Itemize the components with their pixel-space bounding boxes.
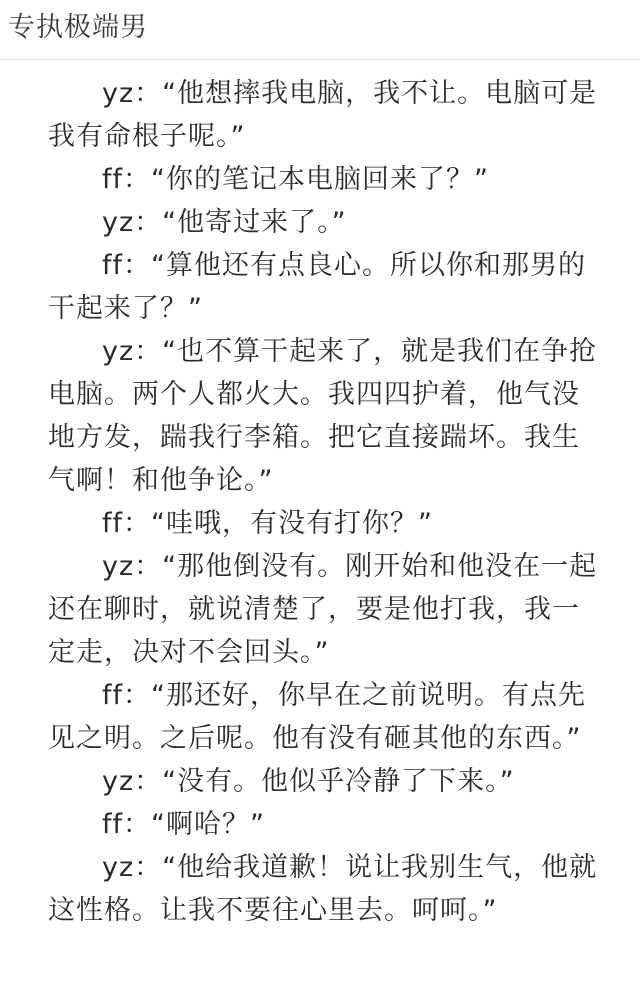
dialogue-line: ff：“哇哦，有没有打你？” (102, 508, 433, 539)
header-bar (0, 0, 640, 60)
dialogue-line: ff：“啊哈？” (102, 809, 265, 840)
dialogue-line: ff：“那还好，你早在之前说明。有点先见之明。之后呢。他有没有砸其他的东西。” (48, 680, 586, 754)
dialogue-line: yz：“也不算干起来了，就是我们在争抢电脑。两个人都火大。我四四护着，他气没地方发，踹我行李箱。把它直接踹坏。我生气啊！和他争论。” (48, 336, 598, 496)
page-title: 专执极端男 (8, 12, 148, 43)
dialogue-line: ff：“算他还有点良心。所以你和那男的干起来了？” (48, 250, 586, 324)
dialogue-line: yz：“那他倒没有。刚开始和他没在一起还在聊时，就说清楚了，要是他打我，我一定走，决对不会回头。” (48, 551, 598, 668)
dialogue-line: yz：“他想摔我电脑，我不让。电脑可是我有命根子呢。” (48, 78, 598, 152)
article-body (48, 72, 598, 932)
dialogue-line: yz：“他寄过来了。” (102, 207, 347, 238)
dialogue-line: ff：“你的笔记本电脑回来了？” (102, 164, 489, 195)
dialogue-line: yz：“他给我道歉！说让我别生气，他就这性格。让我不要往心里去。呵呵。” (48, 852, 598, 926)
dialogue-line: yz：“没有。他似乎冷静了下来。” (102, 766, 515, 797)
